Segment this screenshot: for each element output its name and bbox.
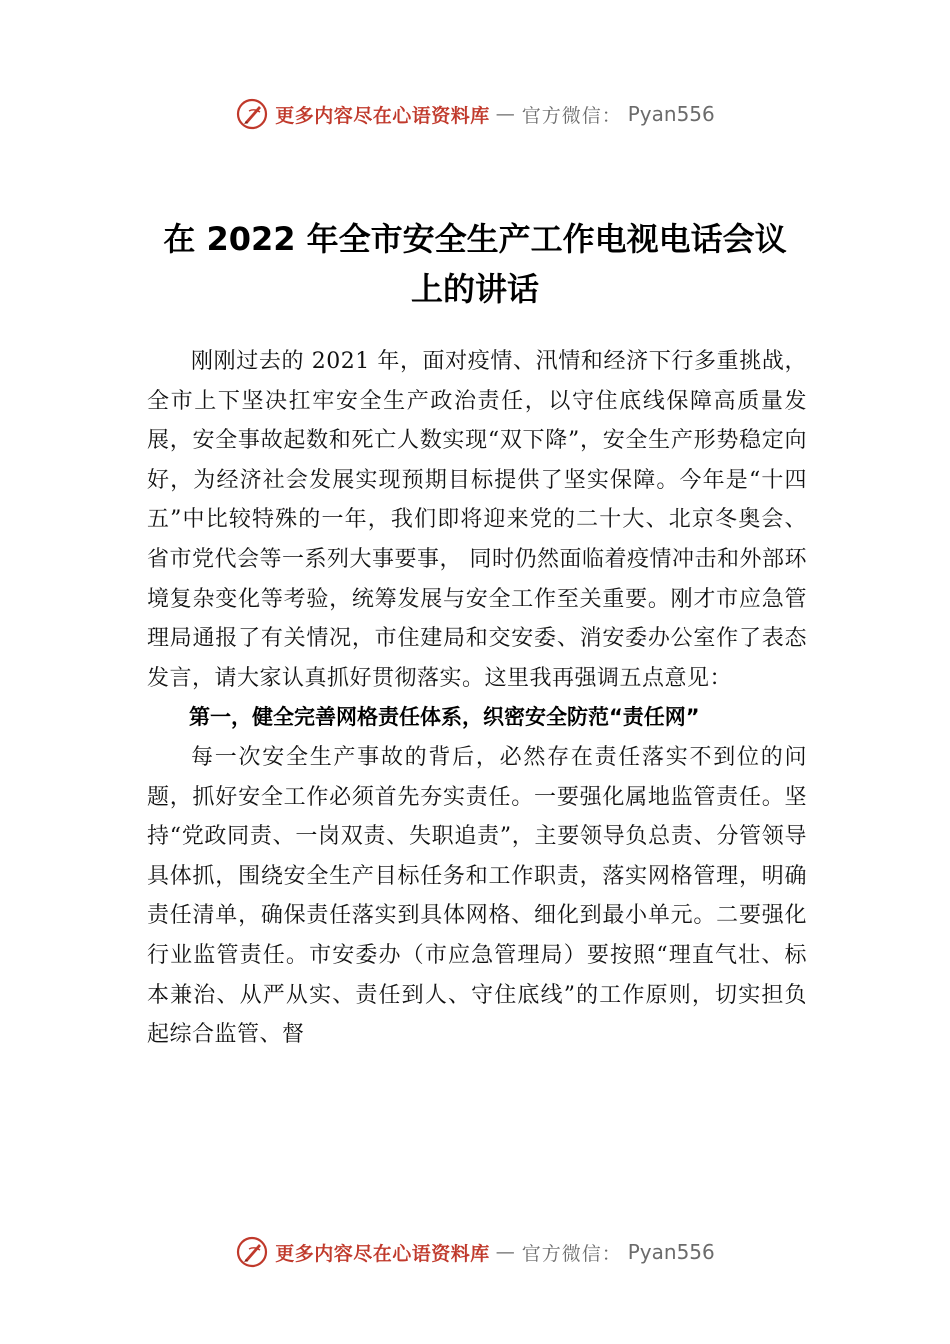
watermark-separator: — xyxy=(495,1241,516,1263)
watermark-separator: — xyxy=(495,103,516,125)
watermark-promo-text: 更多内容尽在心语资料库 xyxy=(275,1242,490,1265)
paragraph-section-1: 每一次安全生产事故的背后，必然存在责任落实不到位的问题，抓好安全工作必须首先夯实责任。一要强化属地监管责任。坚持“党政同责、一岗双责、失职追责”，主要领导负总责、分管领导具体抓，围绕安全生产目标任务和工作职责，落实网格管理，明确责任清单，确保责任落实到具体网格、细化到最小单元。二要强化行业监管责任。市安委办（市应急管理局）要按照“理直气壮、标本兼治、从严从实、责任到人、守住底线”的工作原则，切实担负起综合监管、督 xyxy=(147,744,807,1048)
watermark-content xyxy=(235,1235,715,1269)
watermark-channel-label: 官方微信： xyxy=(521,104,622,127)
footer-watermark xyxy=(0,1232,950,1272)
title-line-2: 上的讲话 xyxy=(410,270,539,308)
header-watermark xyxy=(0,94,950,134)
section-heading-1: 第一，健全完善网格责任体系，织密安全防范“责任网” xyxy=(189,705,700,730)
document-body xyxy=(147,342,807,1055)
watermark-content xyxy=(235,97,715,131)
paragraph-intro: 刚刚过去的 2021 年，面对疫情、汛情和经济下行多重挑战，全市上下坚决扛牢安全生产政治责任，以守住底线保障高质量发展，安全事故起数和死亡人数实现“双下降”，安全生产形势稳定向好，为经济社会发展实现预期目标提供了坚实保障。今年是“十四五”中比较特殊的一年，我们即将迎来党的二十大、北京冬奥会、省市党代会等一系列大事要事， 同时仍然面临着疫情冲击和外部环境复杂变化等考验，统筹发展与安全工作至关重要。刚才市应急管理局通报了有关情况，市住建局和交安委、消安委办公室作了表态发言，请大家认真抓好贯彻落实。这里我再强调五点意见： xyxy=(147,349,807,691)
watermark-promo-text: 更多内容尽在心语资料库 xyxy=(275,104,490,127)
watermark-channel-code: Pyan556 xyxy=(627,1240,715,1264)
title-line-1: 在 2022 年全市安全生产工作电视电话会议 xyxy=(163,220,787,258)
quill-pen-logo-icon xyxy=(235,97,269,131)
watermark-channel-code: Pyan556 xyxy=(627,102,715,126)
quill-pen-logo-icon xyxy=(235,1235,269,1269)
document-title xyxy=(130,214,820,314)
watermark-channel-label: 官方微信： xyxy=(521,1242,622,1265)
